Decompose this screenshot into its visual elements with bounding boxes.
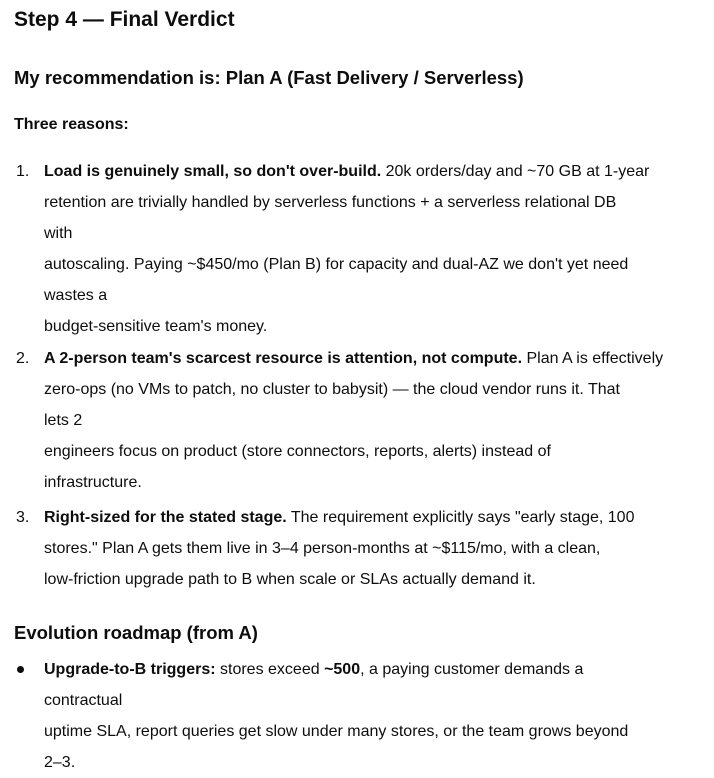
reason-lead: A 2-person team's scarcest resource is attention, not compute.: [44, 350, 523, 367]
reason-line: lets 2: [44, 412, 83, 429]
roadmap-lead: Upgrade-to-B triggers:: [44, 661, 216, 678]
reason-lead: Right-sized for the stated stage.: [44, 509, 287, 526]
roadmap-line: Upgrade-to-B triggers: stores exceed ~500, a paying customer demands a: [44, 661, 584, 678]
step-heading: Step 4 — Final Verdict: [14, 8, 235, 31]
reason-line: engineers focus on product (store connectors, reports, alerts) instead of: [44, 443, 551, 460]
recommendation-heading: My recommendation is: Plan A (Fast Delivery / Serverless): [14, 67, 524, 88]
list-marker: 1.: [16, 163, 30, 180]
roadmap-heading: Evolution roadmap (from A): [14, 622, 258, 643]
roadmap-line: uptime SLA, report queries get slow under many stores, or the team grows beyond: [44, 723, 629, 740]
reason-line: A 2-person team's scarcest resource is attention, not compute. Plan A is effectively: [44, 350, 664, 367]
reasons-intro: Three reasons:: [14, 116, 129, 133]
reason-line: stores." Plan A gets them live in 3–4 person-months at ~$115/mo, with a clean,: [44, 540, 601, 557]
reason-line: autoscaling. Paying ~$450/mo (Plan B) for capacity and dual-AZ we don't yet need: [44, 256, 629, 273]
reason-line: infrastructure.: [44, 474, 142, 491]
list-marker: 3.: [16, 509, 30, 526]
reason-line: budget-sensitive team's money.: [44, 318, 268, 335]
reason-line: low-friction upgrade path to B when scale or SLAs actually demand it.: [44, 571, 536, 588]
reason-line: Right-sized for the stated stage. The requirement explicitly says "early stage, 100: [44, 509, 635, 526]
list-marker: 2.: [16, 350, 30, 367]
roadmap-line: 2–3.: [44, 754, 76, 771]
reason-line: Load is genuinely small, so don't over-build. 20k orders/day and ~70 GB at 1-year: [44, 163, 650, 180]
reason-line: zero-ops (no VMs to patch, no cluster to babysit) — the cloud vendor runs it. That: [44, 381, 620, 398]
reason-line: with: [44, 225, 73, 242]
reason-line: retention are trivially handled by serverless functions + a serverless relational DB: [44, 194, 617, 211]
bullet-icon: [14, 654, 26, 685]
reason-lead: Load is genuinely small, so don't over-build.: [44, 163, 382, 180]
reason-line: wastes a: [44, 287, 108, 304]
roadmap-line: contractual: [44, 692, 123, 709]
